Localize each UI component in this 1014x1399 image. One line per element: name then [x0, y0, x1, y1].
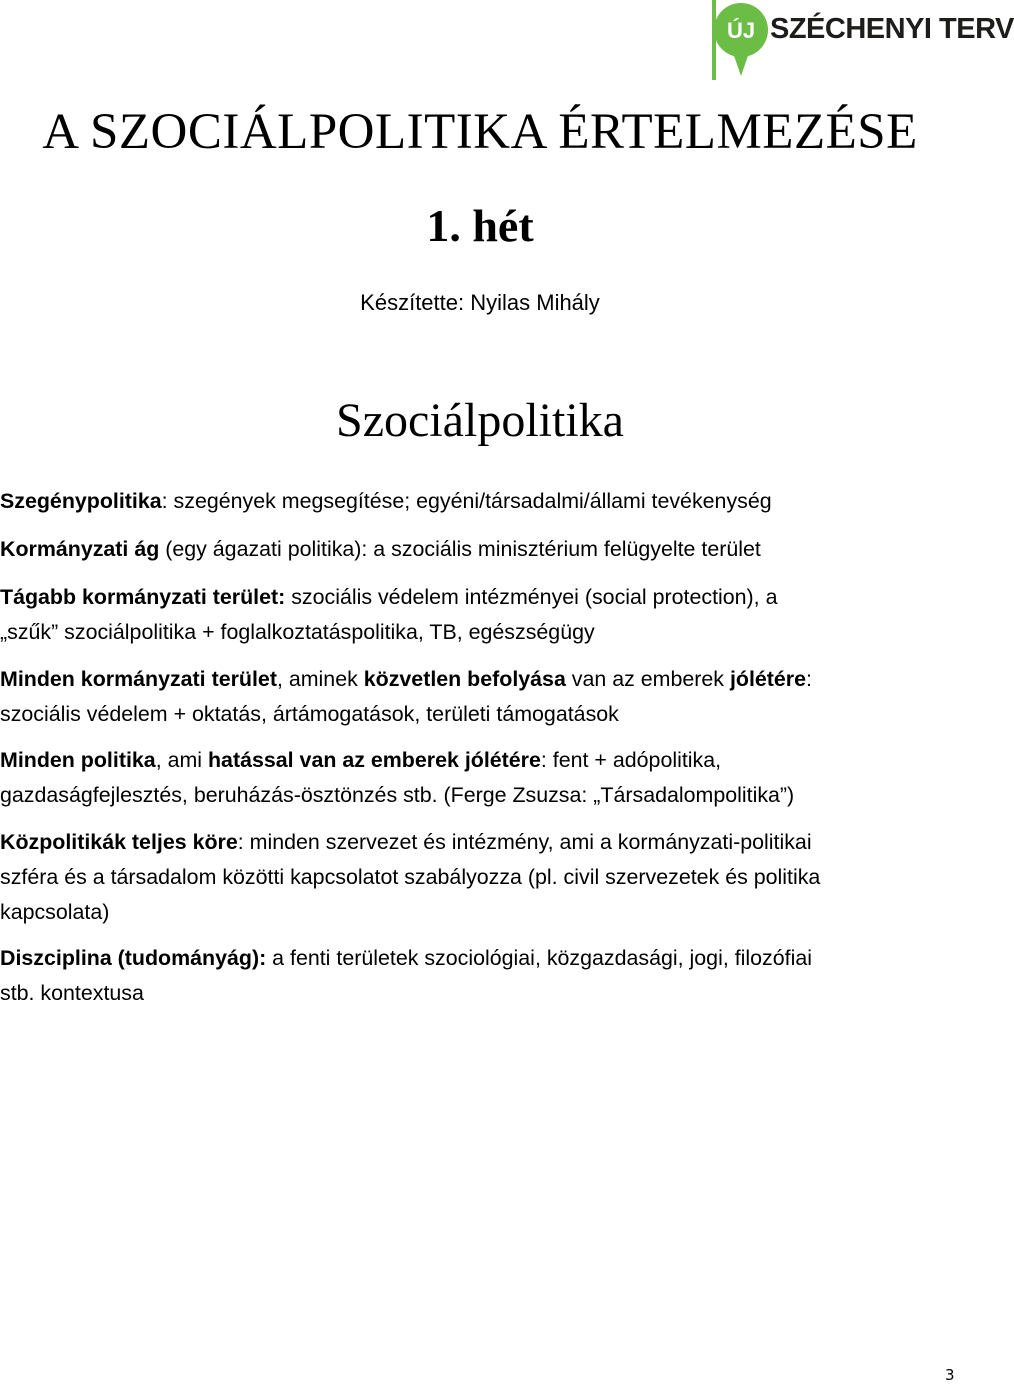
- bold-term: Diszciplina (tudományág):: [0, 946, 267, 970]
- text-segment: gazdaságfejlesztés, beruházás-ösztönzés stb. (Ferge Zsuzsa: „Társadalompolitika”): [0, 783, 795, 807]
- bold-term: Kormányzati ág: [0, 537, 160, 561]
- text-segment: kapcsolata): [0, 900, 110, 924]
- definition-kozpolitikak: [0, 825, 960, 930]
- text-segment: : minden szervezet és intézmény, ami a kormányzati-politikai: [237, 830, 812, 854]
- definition-kormanyzati-ag: [0, 532, 960, 567]
- szechenyi-terv-logo: [712, 0, 1014, 80]
- week-label: 1. hét: [426, 200, 534, 251]
- bold-term: Szegénypolitika: [0, 489, 162, 513]
- definition-minden-kormanyzati-terulet: [0, 662, 960, 732]
- definition-tagabb-kormanyzati-terulet: [0, 580, 960, 650]
- page-number: 3: [945, 1366, 955, 1384]
- section-title: Szociálpolitika: [336, 394, 624, 447]
- author-line: Készítette: Nyilas Mihály: [360, 290, 600, 315]
- text-segment: : szegények megsegítése; egyéni/társadalmi/állami tevékenység: [161, 489, 772, 513]
- definition-diszciplina: [0, 941, 960, 1011]
- bold-term: Minden politika: [0, 748, 156, 772]
- svg-text:ÚJ: ÚJ: [726, 18, 756, 43]
- definition-szegenypolitika: [0, 484, 960, 519]
- text-segment: szociális védelem + oktatás, ártámogatások, területi támogatások: [0, 702, 619, 726]
- text-segment: stb. kontextusa: [0, 981, 144, 1005]
- text-segment: a fenti területek szociológiai, közgazdasági, jogi, filozófiai: [266, 946, 812, 970]
- text-segment: : fent + adópolitika,: [540, 748, 722, 772]
- document-title: A SZOCIÁLPOLITIKA ÉRTELMEZÉSE: [42, 104, 918, 160]
- text-segment: szféra és a társadalom közötti kapcsolatot szabályozza (pl. civil szervezetek és politika: [0, 865, 821, 889]
- bold-term: Tágabb kormányzati terület:: [0, 585, 286, 609]
- text-segment: , ami: [155, 748, 208, 772]
- text-segment: szociális védelem intézményei (social protection), a: [285, 585, 778, 609]
- uj-badge-icon: [712, 0, 772, 80]
- bold-term: Minden kormányzati terület: [0, 667, 277, 691]
- text-segment: :: [806, 667, 812, 691]
- definition-minden-politika: [0, 743, 960, 813]
- bold-term: Közpolitikák teljes köre: [0, 830, 238, 854]
- text-segment: van az emberek: [565, 667, 730, 691]
- logo-text: SZÉCHENYI TERV: [770, 13, 1014, 45]
- bold-term: közvetlen befolyása: [363, 667, 566, 691]
- text-segment: „szűk” szociálpolitika + foglalkoztatáspolitika, TB, egészségügy: [0, 620, 595, 644]
- bold-term: jólétére: [729, 667, 807, 691]
- bold-term: hatással van az emberek jólétére: [207, 748, 541, 772]
- text-segment: (egy ágazati politika): a szociális minisztérium felügyelte terület: [159, 537, 761, 561]
- text-segment: , aminek: [276, 667, 364, 691]
